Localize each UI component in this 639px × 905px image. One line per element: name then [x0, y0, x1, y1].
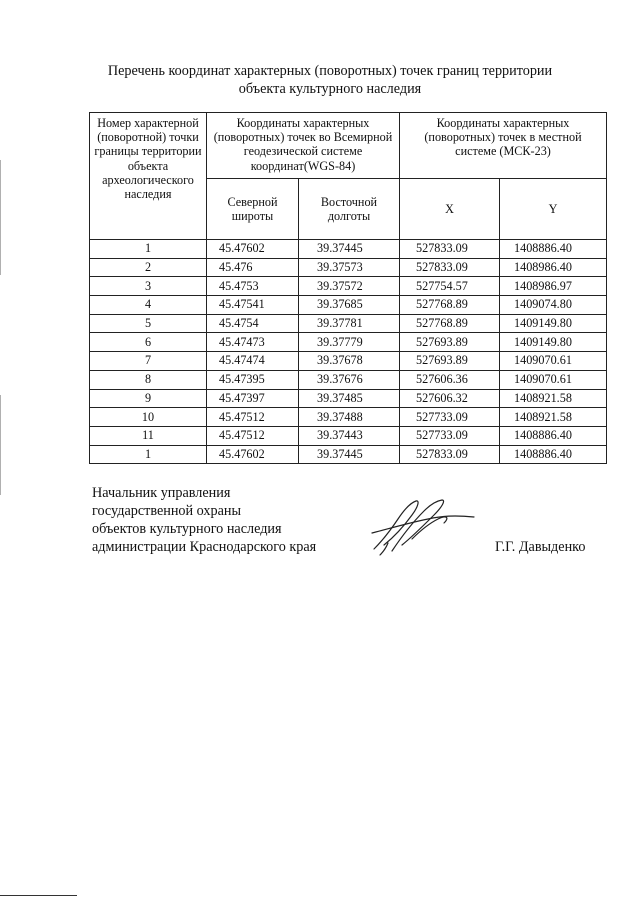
cell-latitude: 45.47602 [207, 445, 299, 464]
cell-longitude: 39.37573 [299, 258, 400, 277]
cell-latitude: 45.47397 [207, 389, 299, 408]
cell-latitude: 45.47395 [207, 370, 299, 389]
cell-longitude: 39.37678 [299, 352, 400, 371]
cell-y: 1409070.61 [500, 370, 607, 389]
header-msk23-coordinates: Координаты характерных (поворотных) точек в местной системе (МСК-23) [400, 113, 607, 179]
header-x: X [400, 179, 500, 240]
cell-longitude: 39.37781 [299, 314, 400, 333]
table-row [90, 408, 607, 427]
cell-longitude: 39.37685 [299, 296, 400, 315]
cell-x: 527768.89 [400, 296, 500, 315]
cell-x: 527768.89 [400, 314, 500, 333]
table-row [90, 370, 607, 389]
cell-y: 1408921.58 [500, 389, 607, 408]
table-row [90, 426, 607, 445]
cell-longitude: 39.37572 [299, 277, 400, 296]
cell-x: 527693.89 [400, 333, 500, 352]
cell-longitude: 39.37485 [299, 389, 400, 408]
coordinates-table [89, 112, 607, 464]
table-row [90, 389, 607, 408]
table-header-row [90, 113, 607, 179]
header-y: Y [500, 179, 607, 240]
signatory-line-4: администрации Краснодарского края [92, 539, 317, 555]
cell-latitude: 45.47512 [207, 426, 299, 445]
cell-point-number: 2 [90, 258, 207, 277]
cell-latitude: 45.47512 [207, 408, 299, 427]
cell-x: 527693.89 [400, 352, 500, 371]
cell-longitude: 39.37445 [299, 240, 400, 259]
cell-longitude: 39.37779 [299, 333, 400, 352]
cell-point-number: 10 [90, 408, 207, 427]
cell-longitude: 39.37445 [299, 445, 400, 464]
cell-y: 1408886.40 [500, 445, 607, 464]
signatory-name: Г.Г. Давыденко [495, 539, 586, 555]
table-row [90, 445, 607, 464]
cell-latitude: 45.47602 [207, 240, 299, 259]
cell-latitude: 45.47474 [207, 352, 299, 371]
cell-x: 527606.32 [400, 389, 500, 408]
cell-y: 1408921.58 [500, 408, 607, 427]
signatory-line-3: объектов культурного наследия [92, 521, 282, 537]
cell-point-number: 7 [90, 352, 207, 371]
document-title [60, 63, 600, 98]
title-line-2: объекта культурного наследия [238, 80, 422, 97]
cell-x: 527833.09 [400, 445, 500, 464]
cell-latitude: 45.47541 [207, 296, 299, 315]
cell-point-number: 4 [90, 296, 207, 315]
cell-y: 1409074.80 [500, 296, 607, 315]
header-longitude: Восточной долготы [299, 179, 400, 240]
cell-latitude: 45.4753 [207, 277, 299, 296]
cell-y: 1409149.80 [500, 333, 607, 352]
footnote-separator [0, 895, 77, 896]
table-row [90, 240, 607, 259]
header-latitude: Северной широты [207, 179, 299, 240]
cell-y: 1409149.80 [500, 314, 607, 333]
cell-y: 1408986.40 [500, 258, 607, 277]
table-row [90, 277, 607, 296]
header-point-number: Номер характерной (поворотной) точки границы территории объекта археологического наследия [90, 113, 207, 240]
cell-y: 1408986.97 [500, 277, 607, 296]
cell-point-number: 9 [90, 389, 207, 408]
table-row [90, 296, 607, 315]
signatory-line-1: Начальник управления [92, 485, 231, 501]
cell-longitude: 39.37488 [299, 408, 400, 427]
cell-x: 527733.09 [400, 408, 500, 427]
cell-x: 527833.09 [400, 240, 500, 259]
scan-margin-line [0, 160, 1, 275]
table-row [90, 258, 607, 277]
cell-y: 1408886.40 [500, 426, 607, 445]
cell-longitude: 39.37443 [299, 426, 400, 445]
table-row [90, 314, 607, 333]
scan-margin-line [0, 395, 1, 495]
cell-latitude: 45.47473 [207, 333, 299, 352]
cell-point-number: 5 [90, 314, 207, 333]
title-line-1: Перечень координат характерных (поворотных) точек границ территории [107, 63, 553, 79]
cell-point-number: 1 [90, 445, 207, 464]
cell-point-number: 8 [90, 370, 207, 389]
header-wgs84-coordinates: Координаты характерных (поворотных) точек во Всемирной геодезической системе координат(WGS-84) [207, 113, 400, 179]
cell-point-number: 1 [90, 240, 207, 259]
cell-point-number: 6 [90, 333, 207, 352]
signatory-line-2: государственной охраны [92, 503, 242, 519]
cell-y: 1408886.40 [500, 240, 607, 259]
cell-longitude: 39.37676 [299, 370, 400, 389]
cell-point-number: 11 [90, 426, 207, 445]
cell-y: 1409070.61 [500, 352, 607, 371]
signatory-title [92, 484, 316, 556]
cell-x: 527754.57 [400, 277, 500, 296]
cell-x: 527606.36 [400, 370, 500, 389]
cell-latitude: 45.4754 [207, 314, 299, 333]
cell-x: 527833.09 [400, 258, 500, 277]
cell-latitude: 45.476 [207, 258, 299, 277]
cell-x: 527733.09 [400, 426, 500, 445]
handwritten-signature [368, 493, 478, 559]
table-row [90, 333, 607, 352]
table-row [90, 352, 607, 371]
cell-point-number: 3 [90, 277, 207, 296]
